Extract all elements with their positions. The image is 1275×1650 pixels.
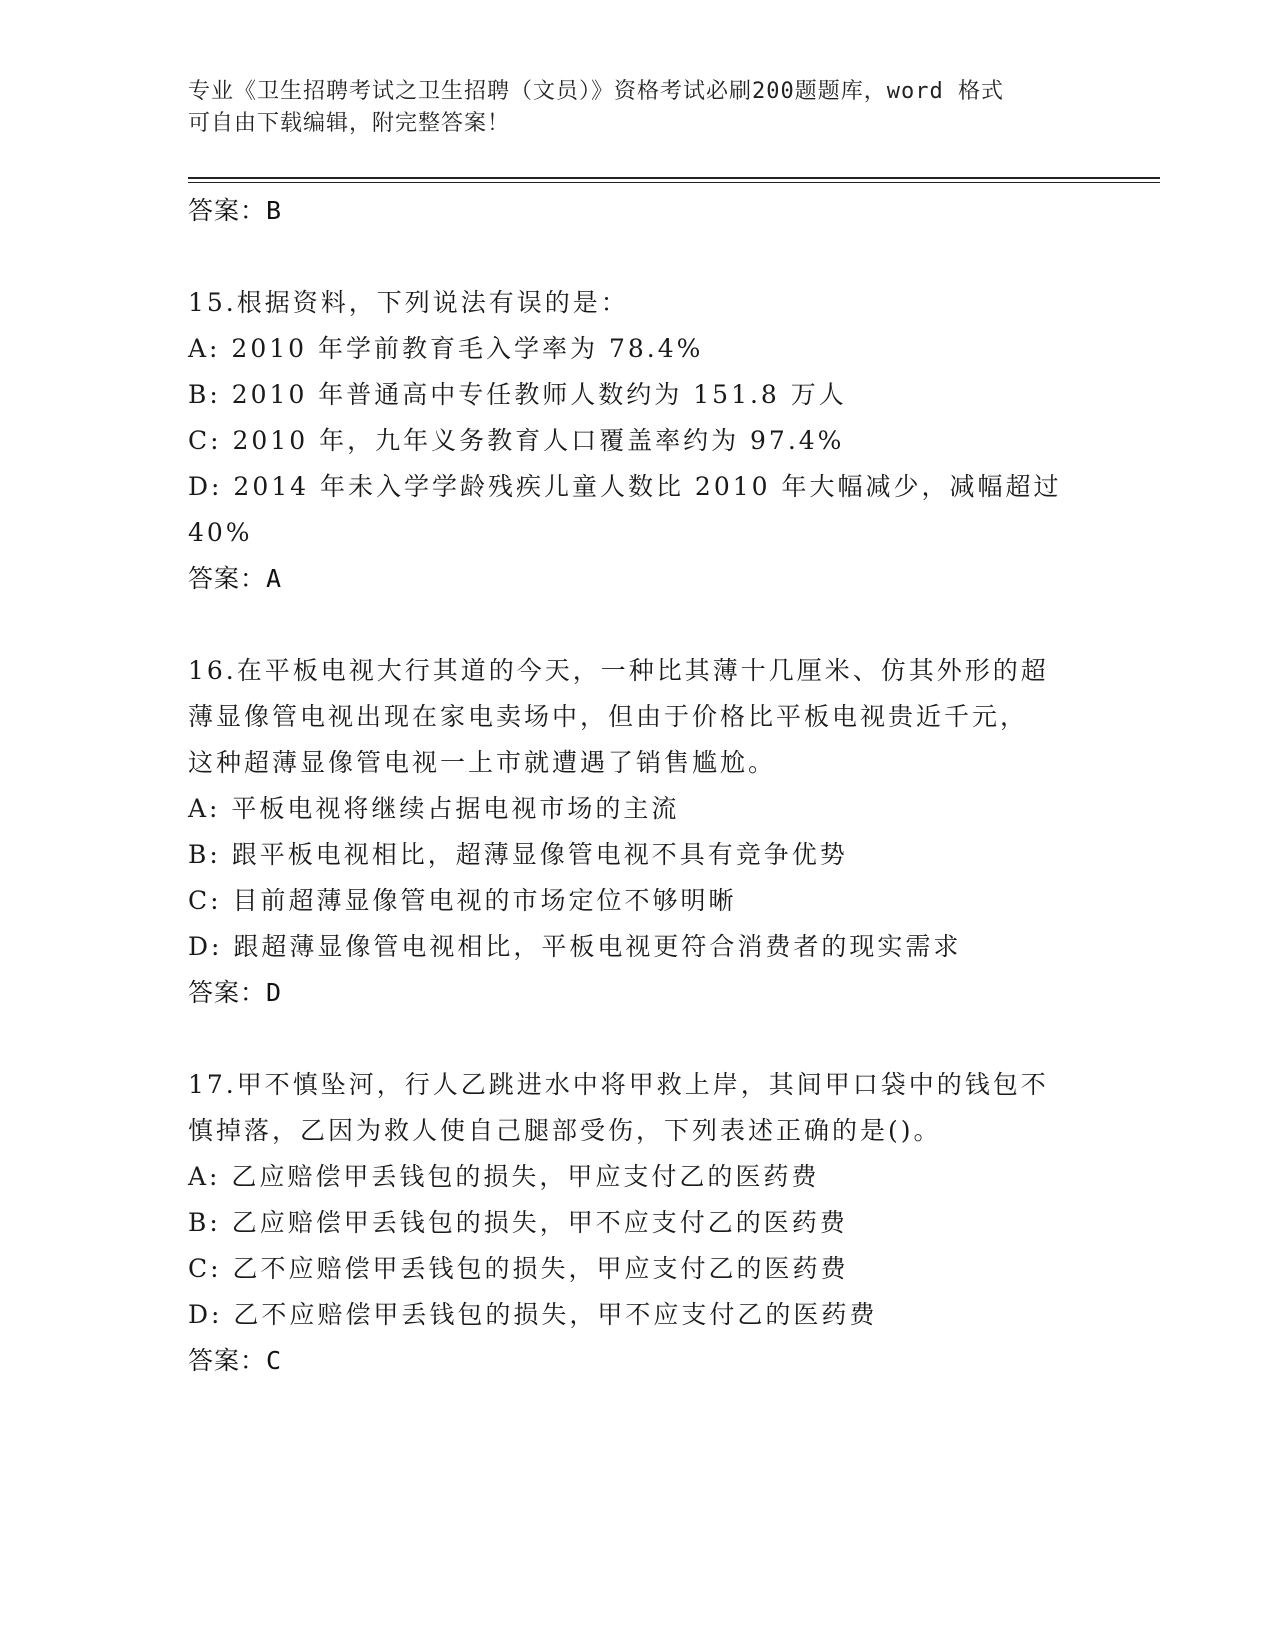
option-a: A: 平板电视将继续占据电视市场的主流 bbox=[188, 794, 680, 823]
header-divider-thin bbox=[188, 182, 1160, 183]
question-stem: 15.根据资料，下列说法有误的是： bbox=[188, 288, 629, 317]
option-b: B: 2010 年普通高中专任教师人数约为 151.8 万人 bbox=[188, 380, 847, 409]
document-body bbox=[188, 188, 1088, 1384]
option-b: B: 跟平板电视相比，超薄显像管电视不具有竞争优势 bbox=[188, 840, 848, 869]
option-c: C: 乙不应赔偿甲丢钱包的损失，甲应支付乙的医药费 bbox=[188, 1254, 849, 1283]
header-line-1: 专业《卫生招聘考试之卫生招聘（文员）》资格考试必刷200题题库，word 格式 bbox=[188, 79, 1004, 104]
option-d-continued: 40% bbox=[188, 518, 253, 547]
question-stem-line-3: 这种超薄显像管电视一上市就遭遇了销售尴尬。 bbox=[188, 748, 777, 777]
option-c: C: 2010 年，九年义务教育人口覆盖率约为 97.4% bbox=[188, 426, 845, 455]
question-stem-line-2: 慎掉落，乙因为救人使自己腿部受伤，下列表述正确的是()。 bbox=[188, 1116, 942, 1145]
previous-answer: 答案：B bbox=[188, 196, 283, 225]
option-d: D: 乙不应赔偿甲丢钱包的损失，甲不应支付乙的医药费 bbox=[188, 1300, 878, 1329]
spacer bbox=[188, 602, 1088, 648]
question-15 bbox=[188, 280, 1088, 602]
question-stem-line-1: 16.在平板电视大行其道的今天，一种比其薄十几厘米、仿其外形的超 bbox=[188, 656, 1049, 685]
option-b: B: 乙应赔偿甲丢钱包的损失，甲不应支付乙的医药费 bbox=[188, 1208, 848, 1237]
question-17 bbox=[188, 1062, 1088, 1384]
question-answer: 答案：A bbox=[188, 564, 283, 593]
question-answer: 答案：C bbox=[188, 1346, 283, 1375]
spacer bbox=[188, 234, 1088, 280]
document-header bbox=[188, 76, 1088, 140]
option-a: A: 2010 年学前教育毛入学率为 78.4% bbox=[188, 334, 704, 363]
option-d: D: 跟超薄显像管电视相比，平板电视更符合消费者的现实需求 bbox=[188, 932, 962, 961]
question-stem-line-2: 薄显像管电视出现在家电卖场中，但由于价格比平板电视贵近千元， bbox=[188, 702, 1029, 731]
header-divider-thick bbox=[188, 177, 1160, 179]
option-a: A: 乙应赔偿甲丢钱包的损失，甲应支付乙的医药费 bbox=[188, 1162, 820, 1191]
option-d: D: 2014 年未入学学龄残疾儿童人数比 2010 年大幅减少，减幅超过 bbox=[188, 472, 1062, 501]
spacer bbox=[188, 1016, 1088, 1062]
question-16 bbox=[188, 648, 1088, 1016]
header-line-2: 可自由下载编辑，附完整答案！ bbox=[188, 111, 511, 136]
option-c: C: 目前超薄显像管电视的市场定位不够明晰 bbox=[188, 886, 737, 915]
question-stem-line-1: 17.甲不慎坠河，行人乙跳进水中将甲救上岸，其间甲口袋中的钱包不 bbox=[188, 1070, 1049, 1099]
question-answer: 答案：D bbox=[188, 978, 283, 1007]
